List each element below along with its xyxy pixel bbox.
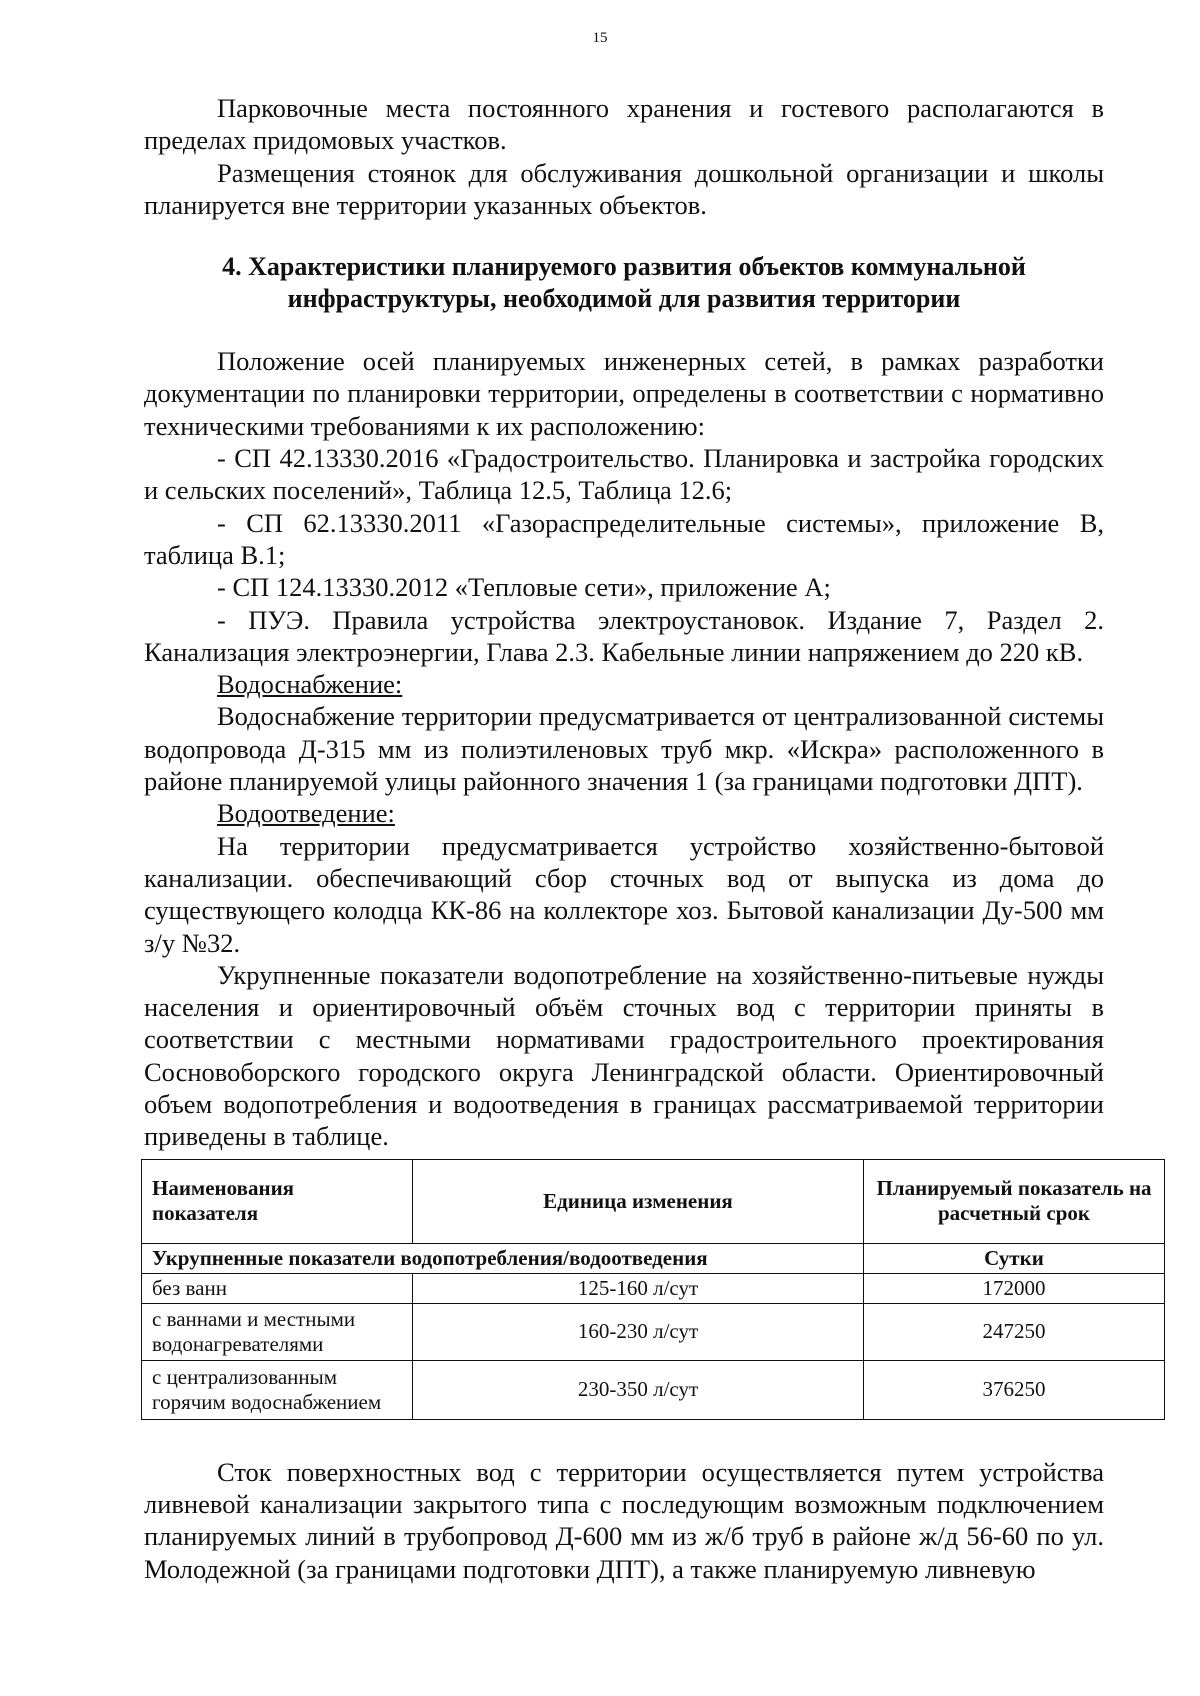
table-row <box>142 1360 1165 1419</box>
list-item: - СП 124.13330.2012 «Тепловые сети», приложение А; <box>217 572 831 603</box>
section-heading-line: 4. Характеристики планируемого развития объектов коммунальной <box>222 252 1026 282</box>
table-header-cell: Планируемый показатель на расчетный срок <box>864 1159 1165 1243</box>
table-cell: без ванн <box>142 1273 413 1303</box>
table-group-label: Укрупненные показатели водопотребления/водоотведения <box>142 1243 864 1273</box>
paragraph: Сток поверхностных вод с территории осуществляется путем устройства ливневой канализации закрытого типа с последующим возможным подключением планируемых линий в трубопровод Д-600 мм из ж/б труб в районе ж/д 56-60 по ул. Молодежной (за границами подготовки ДПТ), а также планируемую ливневую <box>144 1456 1104 1584</box>
table-row <box>142 1273 1165 1303</box>
water-indicators-table <box>141 1159 1165 1420</box>
table-cell: 125-160 л/сут <box>413 1273 864 1303</box>
paragraph: Положение осей планируемых инженерных сетей, в рамках разработки документации по планировки территории, определены в соответствии с нормативно техническими требованиями к их расположению: <box>144 346 1104 441</box>
paragraph: Парковочные места постоянного хранения и гостевого располагаются в пределах придомовых участков. <box>144 93 1104 156</box>
table-cell: 230-350 л/сут <box>413 1360 864 1419</box>
table-header-row <box>142 1159 1165 1243</box>
table-header-cell: Наименования показателя <box>142 1159 413 1243</box>
paragraph: На территории предусматривается устройство хозяйственно-бытовой канализации. обеспечивающий сбор сточных вод от выпуска из дома до существующего колодца КК-86 на коллекторе хоз. Бытовой канализации Ду-500 мм з/у №32. <box>144 830 1104 958</box>
table-header-cell: Единица изменения <box>413 1159 864 1243</box>
table-group-row <box>142 1243 1165 1273</box>
table-cell: 160-230 л/сут <box>413 1303 864 1360</box>
paragraph: Размещения стоянок для обслуживания дошкольной организации и школы планируется вне территории указанных объектов. <box>144 157 1104 220</box>
paragraph: Водоснабжение территории предусматривается от централизованной системы водопровода Д-315 мм из полиэтиленовых труб мкр. «Искра» расположенного в районе планируемой улицы районного значения 1 (за границами подготовки ДПТ). <box>144 701 1104 797</box>
table-cell: с централизованным горячим водоснабжением <box>142 1360 413 1419</box>
table-cell: 376250 <box>864 1360 1165 1419</box>
table-cell: с ваннами и местными водонагревателями <box>142 1303 413 1360</box>
table-cell: 172000 <box>864 1273 1165 1303</box>
table-row <box>142 1303 1165 1360</box>
table-group-unit: Сутки <box>864 1243 1165 1273</box>
list-item: - СП 62.13330.2011 «Газораспределительные системы», приложение В, таблица В.1; <box>144 507 1104 570</box>
list-item: - ПУЭ. Правила устройства электроустановок. Издание 7, Раздел 2. Канализация электроэнергии, Глава 2.3. Кабельные линии напряжением до 220 кВ. <box>144 604 1104 667</box>
paragraph: Укрупненные показатели водопотребление на хозяйственно-питьевые нужды населения и ориентировочный объём сточных вод с территории приняты в соответствии с местными нормативами градостроительного проектирования Сосновоборского городского округа Ленинградской области. Ориентировочный объем водопотребления и водоотведения в границах рассматриваемой территории приведены в таблице. <box>144 959 1104 1152</box>
subsection-title-water-supply: Водоснабжение: <box>217 669 403 700</box>
page-content <box>144 92 1152 1585</box>
section-heading <box>144 251 1104 315</box>
table-cell: 247250 <box>864 1303 1165 1360</box>
section-heading-line: инфраструктуры, необходимой для развития территории <box>287 284 961 314</box>
subsection-title-wastewater: Водоотведение: <box>217 798 395 829</box>
page-number: 15 <box>592 30 608 46</box>
list-item: - СП 42.13330.2016 «Градостроительство. Планировка и застройка городских и сельских поселений», Таблица 12.5, Таблица 12.6; <box>144 443 1104 506</box>
